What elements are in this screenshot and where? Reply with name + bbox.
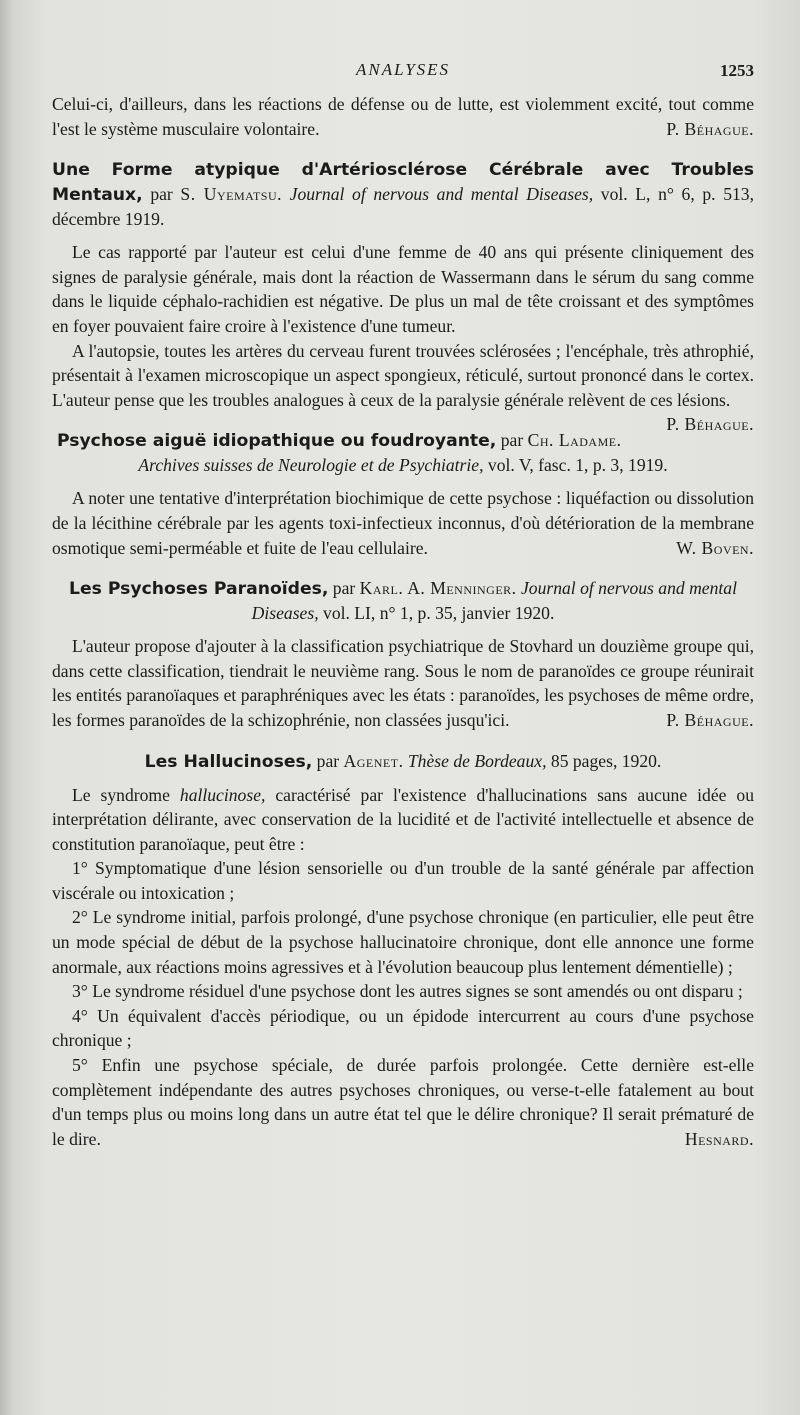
article-source: Thèse de Bordeaux, <box>407 750 547 771</box>
intro-post: caractérisé par l'existence d'hallucinations sans aucune idée ou interprétation délirante, avec conservation de la lucidité et de l'activité intellectuelle et absence de constitution paranoïaque, peut être : <box>52 784 754 854</box>
article-paragraph: Le cas rapporté par l'auteur est celui d'une femme de 40 ans qui présente cliniquement des signes de paralysie générale, mais dont la réaction de Wassermann dans le sérum du sang comme dans le liquide céphalo-rachidien est négative. De plus un mal de tête croissant et des symptômes en foyer pouvaient faire croire à l'existence d'une tumeur. <box>52 242 754 336</box>
continuation-paragraph <box>52 92 754 141</box>
article-paragraph <box>52 339 754 435</box>
article-signature: P. Béhague. <box>666 414 754 435</box>
article-title: Les Psychoses Paranoïdes, <box>69 579 329 600</box>
article-arteriosclerose <box>52 157 754 435</box>
article-psychose-aigue <box>52 428 754 560</box>
list-item-text: 5° Enfin une psychose spéciale, de durée parfois prolongée. Cette dernière est-elle complètement indépendante des autres psychoses chroniques, ou verse-t-elle fatalement au bout d'un temps plus ou moins long dans un autre état tel que le délire chronique? Il serait prématuré de le dire. <box>52 1055 754 1149</box>
article-psychoses-paranoides <box>52 576 754 732</box>
article-author: S. Uyematsu. <box>180 184 283 205</box>
article-paragraph-text: L'auteur propose d'ajouter à la classification psychiatrique de Stovhard un douzième groupe qui, dans cette classification, tiendrait le neuvième rang. Sous le nom de paranoïdes ce groupe réunirait les entités paranoïaques et paraphréniques avec les états : paranoïdes, les psychoses de même ordre, les formes paranoïdes de la schizophrénie, non classées jusqu'ici. <box>52 636 754 730</box>
list-item <box>52 1053 754 1151</box>
article-heading <box>52 749 754 774</box>
list-item: 3° Le syndrome résiduel d'une psychose dont les autres signes se sont amendés ou ont disparu ; <box>72 981 743 1002</box>
scan-shadow <box>0 0 14 1415</box>
article-signature: Hesnard. <box>684 1128 754 1149</box>
article-by: par <box>500 430 524 451</box>
article-signature: W. Boven. <box>676 537 754 558</box>
article-source: Archives suisses de Neurologie et de Psychiatrie, <box>138 455 484 476</box>
article-hallucinoses <box>52 749 754 1152</box>
list-item: 2° Le syndrome initial, parfois prolongé, d'une psychose chronique (en particulier, elle peut être un mode spécial de début de la psychose hallucinatoire chronique, dont elle annonce une forme anormale, aux réactions moins agressives et à l'évolution beaucoup plus lentement démentielle) ; <box>52 907 754 977</box>
article-author: Agenet. <box>343 750 404 771</box>
article-heading <box>52 157 754 231</box>
article-paragraph <box>52 486 754 560</box>
article-by: par <box>332 578 356 599</box>
intro-term: hallucinose, <box>179 784 266 805</box>
article-reference: vol. LI, n° 1, p. 35, janvier 1920. <box>323 603 555 624</box>
article-title: Une Forme atypique d'Artériosclérose Cérébrale avec Troubles Mentaux, <box>52 160 754 206</box>
article-heading <box>52 576 754 625</box>
list-item: 1° Symptomatique d'une lésion sensorielle ou d'un trouble de la santé générale par affection viscérale ou intoxication ; <box>52 858 754 903</box>
page-number: 1253 <box>720 61 754 80</box>
article-intro <box>52 783 754 857</box>
page-header <box>52 58 754 92</box>
article-author: Ch. Ladame. <box>527 430 622 451</box>
article-title: Psychose aiguë idiopathique ou foudroyante, <box>56 431 497 452</box>
intro-pre: Le syndrome <box>72 784 170 805</box>
article-author: Karl. A. Menninger. <box>359 578 517 599</box>
article-by: par <box>316 750 340 771</box>
continuation-signature: P. Béhague. <box>666 118 754 139</box>
article-reference: vol. L, n° 6, p. 513, décembre 1919. <box>52 184 754 230</box>
article-paragraph-text: A noter une tentative d'interprétation biochimique de cette psychose : liquéfaction ou dissolution de la lécithine cérébrale par les agents toxi-infectieux inconnus, d'où détérioration de la membrane osmotique semi-perméable et fuite de l'eau cellulaire. <box>52 488 754 558</box>
article-title: Les Hallucinoses, <box>144 751 313 772</box>
article-by: par <box>150 184 173 205</box>
article-source: Journal of nervous and mental Diseases, <box>289 184 594 205</box>
list-item: 4° Un équivalent d'accès périodique, ou un épidode intercurrent au cours d'une psychose chronique ; <box>52 1005 754 1051</box>
continuation-text: Celui-ci, d'ailleurs, dans les réactions de défense ou de lutte, est violemment excité, tout comme l'est le système musculaire volontaire. <box>52 94 754 139</box>
article-reference: vol. V, fasc. 1, p. 3, 1919. <box>487 455 668 476</box>
article-paragraph-text: A l'autopsie, toutes les artères du cerveau furent trouvées sclérosées ; l'encéphale, très athrophié, présentait à l'examen microscopique un aspect spongieux, réticulé, surtout prononcé dans le cortex. L'auteur pense que les troubles analogues à ceux de la paralysie générale relèvent de ces lésions. <box>52 340 754 410</box>
article-reference: 85 pages, 1920. <box>550 750 662 771</box>
article-paragraph <box>52 634 754 732</box>
article-signature: P. Béhague. <box>666 709 754 730</box>
running-head: ANALYSES <box>355 60 451 79</box>
article-source: Journal of nervous and mental Diseases, <box>251 578 737 624</box>
